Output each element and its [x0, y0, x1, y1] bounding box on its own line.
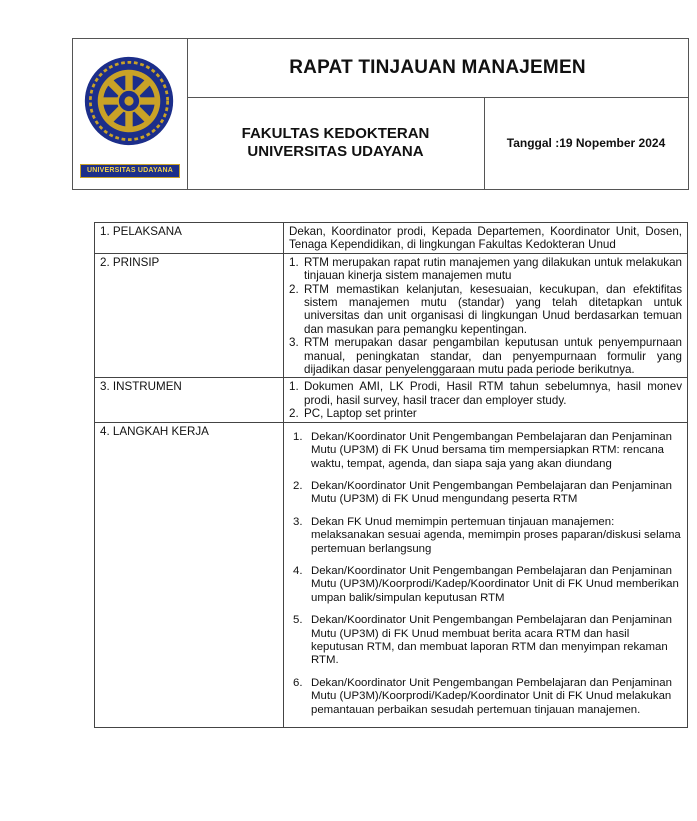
item-text: RTM merupakan rapat rutin manajemen yang dilakukan untuk melakukan tinjauan kinerja sistem manajemen mutu [304, 255, 682, 283]
logo-caption: UNIVERSITAS UDAYANA [80, 164, 180, 178]
item-number: 1. [293, 430, 303, 443]
list-item [289, 431, 682, 471]
row-label: 3. INSTRUMEN [95, 378, 284, 422]
faculty-name: FAKULTAS KEDOKTERAN [241, 125, 430, 142]
item-number: 3. [289, 336, 299, 350]
item-text: Dekan/Koordinator Unit Pengembangan Pembelajaran dan Penjaminan Mutu (UP3M) di FK Unud membuat berita acara RTM dan hasil keputusan RTM, dan membuat laporan RTM dan menyimpan rekaman RTM. [311, 614, 672, 667]
date-cell [484, 97, 688, 189]
list-item [289, 283, 682, 337]
list-item [289, 614, 682, 668]
instrumen-list [289, 380, 682, 420]
row-content [284, 253, 688, 378]
item-number: 5. [293, 614, 303, 627]
row-label: 4. LANGKAH KERJA [95, 422, 284, 727]
item-text: PC, Laptop set printer [304, 407, 417, 421]
list-item [289, 336, 682, 376]
list-item [289, 480, 682, 507]
item-number: 2. [289, 282, 299, 296]
row-content [284, 422, 688, 727]
title-cell [187, 39, 688, 98]
university-logo-icon [83, 55, 175, 147]
item-number: 4. [293, 564, 303, 577]
item-text: Dokumen AMI, LK Prodi, Hasil RTM tahun sebelumnya, hasil monev prodi, hasil survey, hasil tracer dan employer study. [304, 380, 682, 407]
list-item [289, 516, 682, 556]
table-row-pelaksana [95, 223, 688, 254]
list-item [289, 677, 682, 717]
item-text: Dekan/Koordinator Unit Pengembangan Pembelajaran dan Penjaminan Mutu (UP3M)/Koorprodi/Kadep/Koordinator Unit di FK Unud melakukan pemantauan perbaikan sesudah pertemuan tinjauan manajemen. [311, 676, 672, 716]
table-row-langkah-kerja [95, 422, 688, 727]
document-header [72, 38, 689, 190]
row-content: Dekan, Koordinator prodi, Kepada Departemen, Koordinator Unit, Dosen, Tenaga Kependidikan, di lingkungan Fakultas Kedokteran Unud [284, 223, 688, 254]
item-number: 6. [293, 676, 303, 689]
item-number: 3. [293, 515, 303, 528]
row-content [284, 378, 688, 422]
row-label: 2. PRINSIP [95, 253, 284, 378]
item-number: 2. [289, 407, 299, 421]
faculty-cell [187, 97, 485, 189]
list-item [289, 407, 682, 420]
list-item [289, 380, 682, 407]
item-text: Dekan FK Unud memimpin pertemuan tinjauan manajemen: melaksanakan sesuai agenda, memimpin proses paparan/diskusi selama pertemuan berlangsung [311, 515, 681, 555]
document-title: RAPAT TINJAUAN MANAJEMEN [289, 57, 586, 78]
list-item [289, 256, 682, 283]
langkah-list [289, 431, 682, 717]
row-label: 1. PELAKSANA [95, 223, 284, 254]
procedure-table [94, 222, 688, 728]
table-row-prinsip [95, 253, 688, 378]
item-text: Dekan/Koordinator Unit Pengembangan Pembelajaran dan Penjaminan Mutu (UP3M) di FK Unud mengundang peserta RTM [311, 479, 672, 506]
item-text: RTM merupakan dasar pengambilan keputusan untuk penyempurnaan manual, peningkatan standar, dan penyempurnaan formulir yang dijadikan dasar penyelenggaraan mutu pada periode berikutnya. [304, 336, 682, 377]
table-row-instrumen [95, 378, 688, 422]
item-text: Dekan/Koordinator Unit Pengembangan Pembelajaran dan Penjaminan Mutu (UP3M)/Koorprodi/Kadep/Koordinator Unit di FK Unud memberikan umpan balik/simpulan keputusan RTM [311, 564, 679, 604]
list-item [289, 565, 682, 605]
document-date: Tanggal :19 Nopember 2024 [506, 136, 666, 150]
item-number: 1. [289, 255, 299, 269]
logo-cell [73, 39, 188, 189]
item-number: 1. [289, 380, 299, 394]
item-number: 2. [293, 479, 303, 492]
item-text: Dekan/Koordinator Unit Pengembangan Pembelajaran dan Penjaminan Mutu (UP3M) di FK Unud bersama tim mempersiapkan RTM: rencana waktu, tempat, agenda, dan siapa saja yang akan diundang [311, 430, 672, 470]
prinsip-list [289, 256, 682, 377]
university-name: UNIVERSITAS UDAYANA [247, 143, 424, 160]
item-text: RTM memastikan kelanjutan, kesesuaian, kecukupan, dan efektifitas sistem manajemen mutu (standar) yang telah ditetapkan untuk universitas dan unit organisasi di lingkungan Unud berdasarkan temuan dan masukan para pemangku kepentingan. [304, 282, 682, 336]
